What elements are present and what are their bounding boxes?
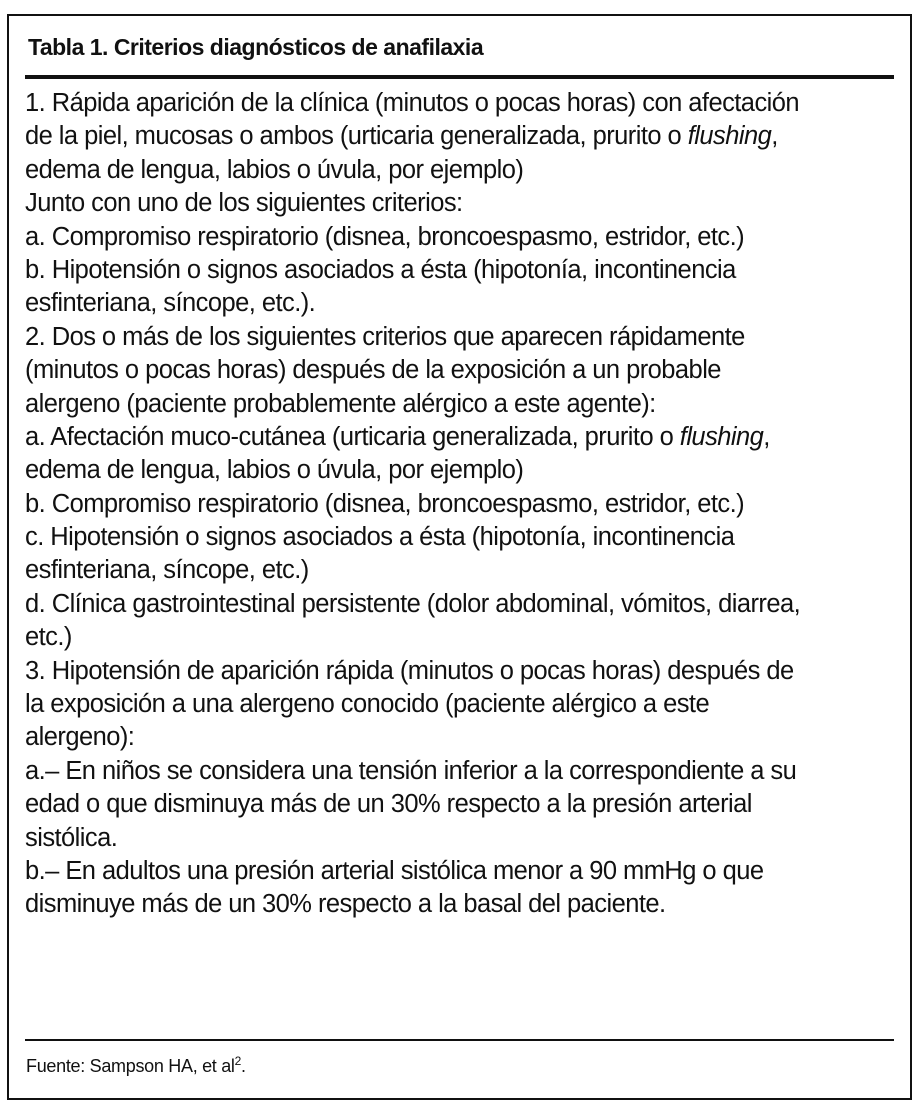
criteria-line: d. Clínica gastrointestinal persistente (dolor abdominal, vómitos, diarrea, [25, 589, 801, 618]
criteria-line: alergeno): [25, 723, 135, 752]
reference-number: 2 [234, 1054, 241, 1068]
criteria-line: b. Hipotensión o signos asociados a ésta (hipotonía, incontinencia [25, 255, 736, 284]
criteria-line: esfinteriana, síncope, etc.) [25, 556, 309, 585]
criteria-line: disminuye más de un 30% respecto a la basal del paciente. [25, 890, 666, 919]
source-citation: Fuente: Sampson HA, et $al^2$. [26, 1054, 246, 1076]
emphasis-term: flushing [679, 422, 764, 451]
criteria-line: a.– En niños se considera una tensión inferior a la correspondiente a su [25, 756, 797, 785]
criteria-line: de la piel, mucosas o ambos (urticaria generalizada, prurito o flushing, [25, 122, 778, 151]
table-title: Tabla 1. Criterios diagnósticos de anafilaxia [28, 34, 484, 60]
criteria-line: b.– En adultos una presión arterial sistólica menor a 90 mmHg o que [25, 856, 764, 885]
criteria-line: edad o que disminuya más de un 30% respecto a la presión arterial [25, 790, 752, 819]
criteria-line: Junto con uno de los siguientes criterios: [25, 189, 463, 218]
criteria-line: (minutos o pocas horas) después de la exposición a un probable [25, 356, 721, 385]
diagnostic-criteria-table [7, 14, 912, 1100]
criteria-line: esfinteriana, síncope, etc.). [25, 289, 316, 318]
criteria-line: b. Compromiso respiratorio (disnea, broncoespasmo, estridor, etc.) [25, 489, 745, 518]
criteria-line: alergeno (paciente probablemente alérgico a este agente): [25, 389, 656, 418]
criteria-line: etc.) [25, 623, 72, 652]
criteria-line: 2. Dos o más de los siguientes criterios que aparecen rápidamente [25, 322, 745, 351]
criteria-line: a. Afectación muco-cutánea (urticaria generalizada, prurito o flushing, [25, 422, 770, 451]
criteria-line: c. Hipotensión o signos asociados a ésta (hipotonía, incontinencia [25, 523, 735, 552]
criteria-line: edema de lengua, labios o úvula, por ejemplo) [25, 155, 524, 184]
criteria-line: sistólica. [25, 823, 118, 852]
criteria-line: a. Compromiso respiratorio (disnea, broncoespasmo, estridor, etc.) [25, 222, 745, 251]
criteria-line: 3. Hipotensión de aparición rápida (minutos o pocas horas) después de [25, 656, 794, 685]
title-divider [25, 75, 894, 79]
criteria-line: la exposición a una alergeno conocido (paciente alérgico a este [25, 690, 710, 719]
source-divider [25, 1039, 894, 1041]
criteria-body [25, 87, 899, 922]
criteria-line: 1. Rápida aparición de la clínica (minutos o pocas horas) con afectación [25, 89, 800, 117]
emphasis-term: flushing [687, 122, 772, 151]
criteria-line: edema de lengua, labios o úvula, por ejemplo) [25, 456, 524, 485]
